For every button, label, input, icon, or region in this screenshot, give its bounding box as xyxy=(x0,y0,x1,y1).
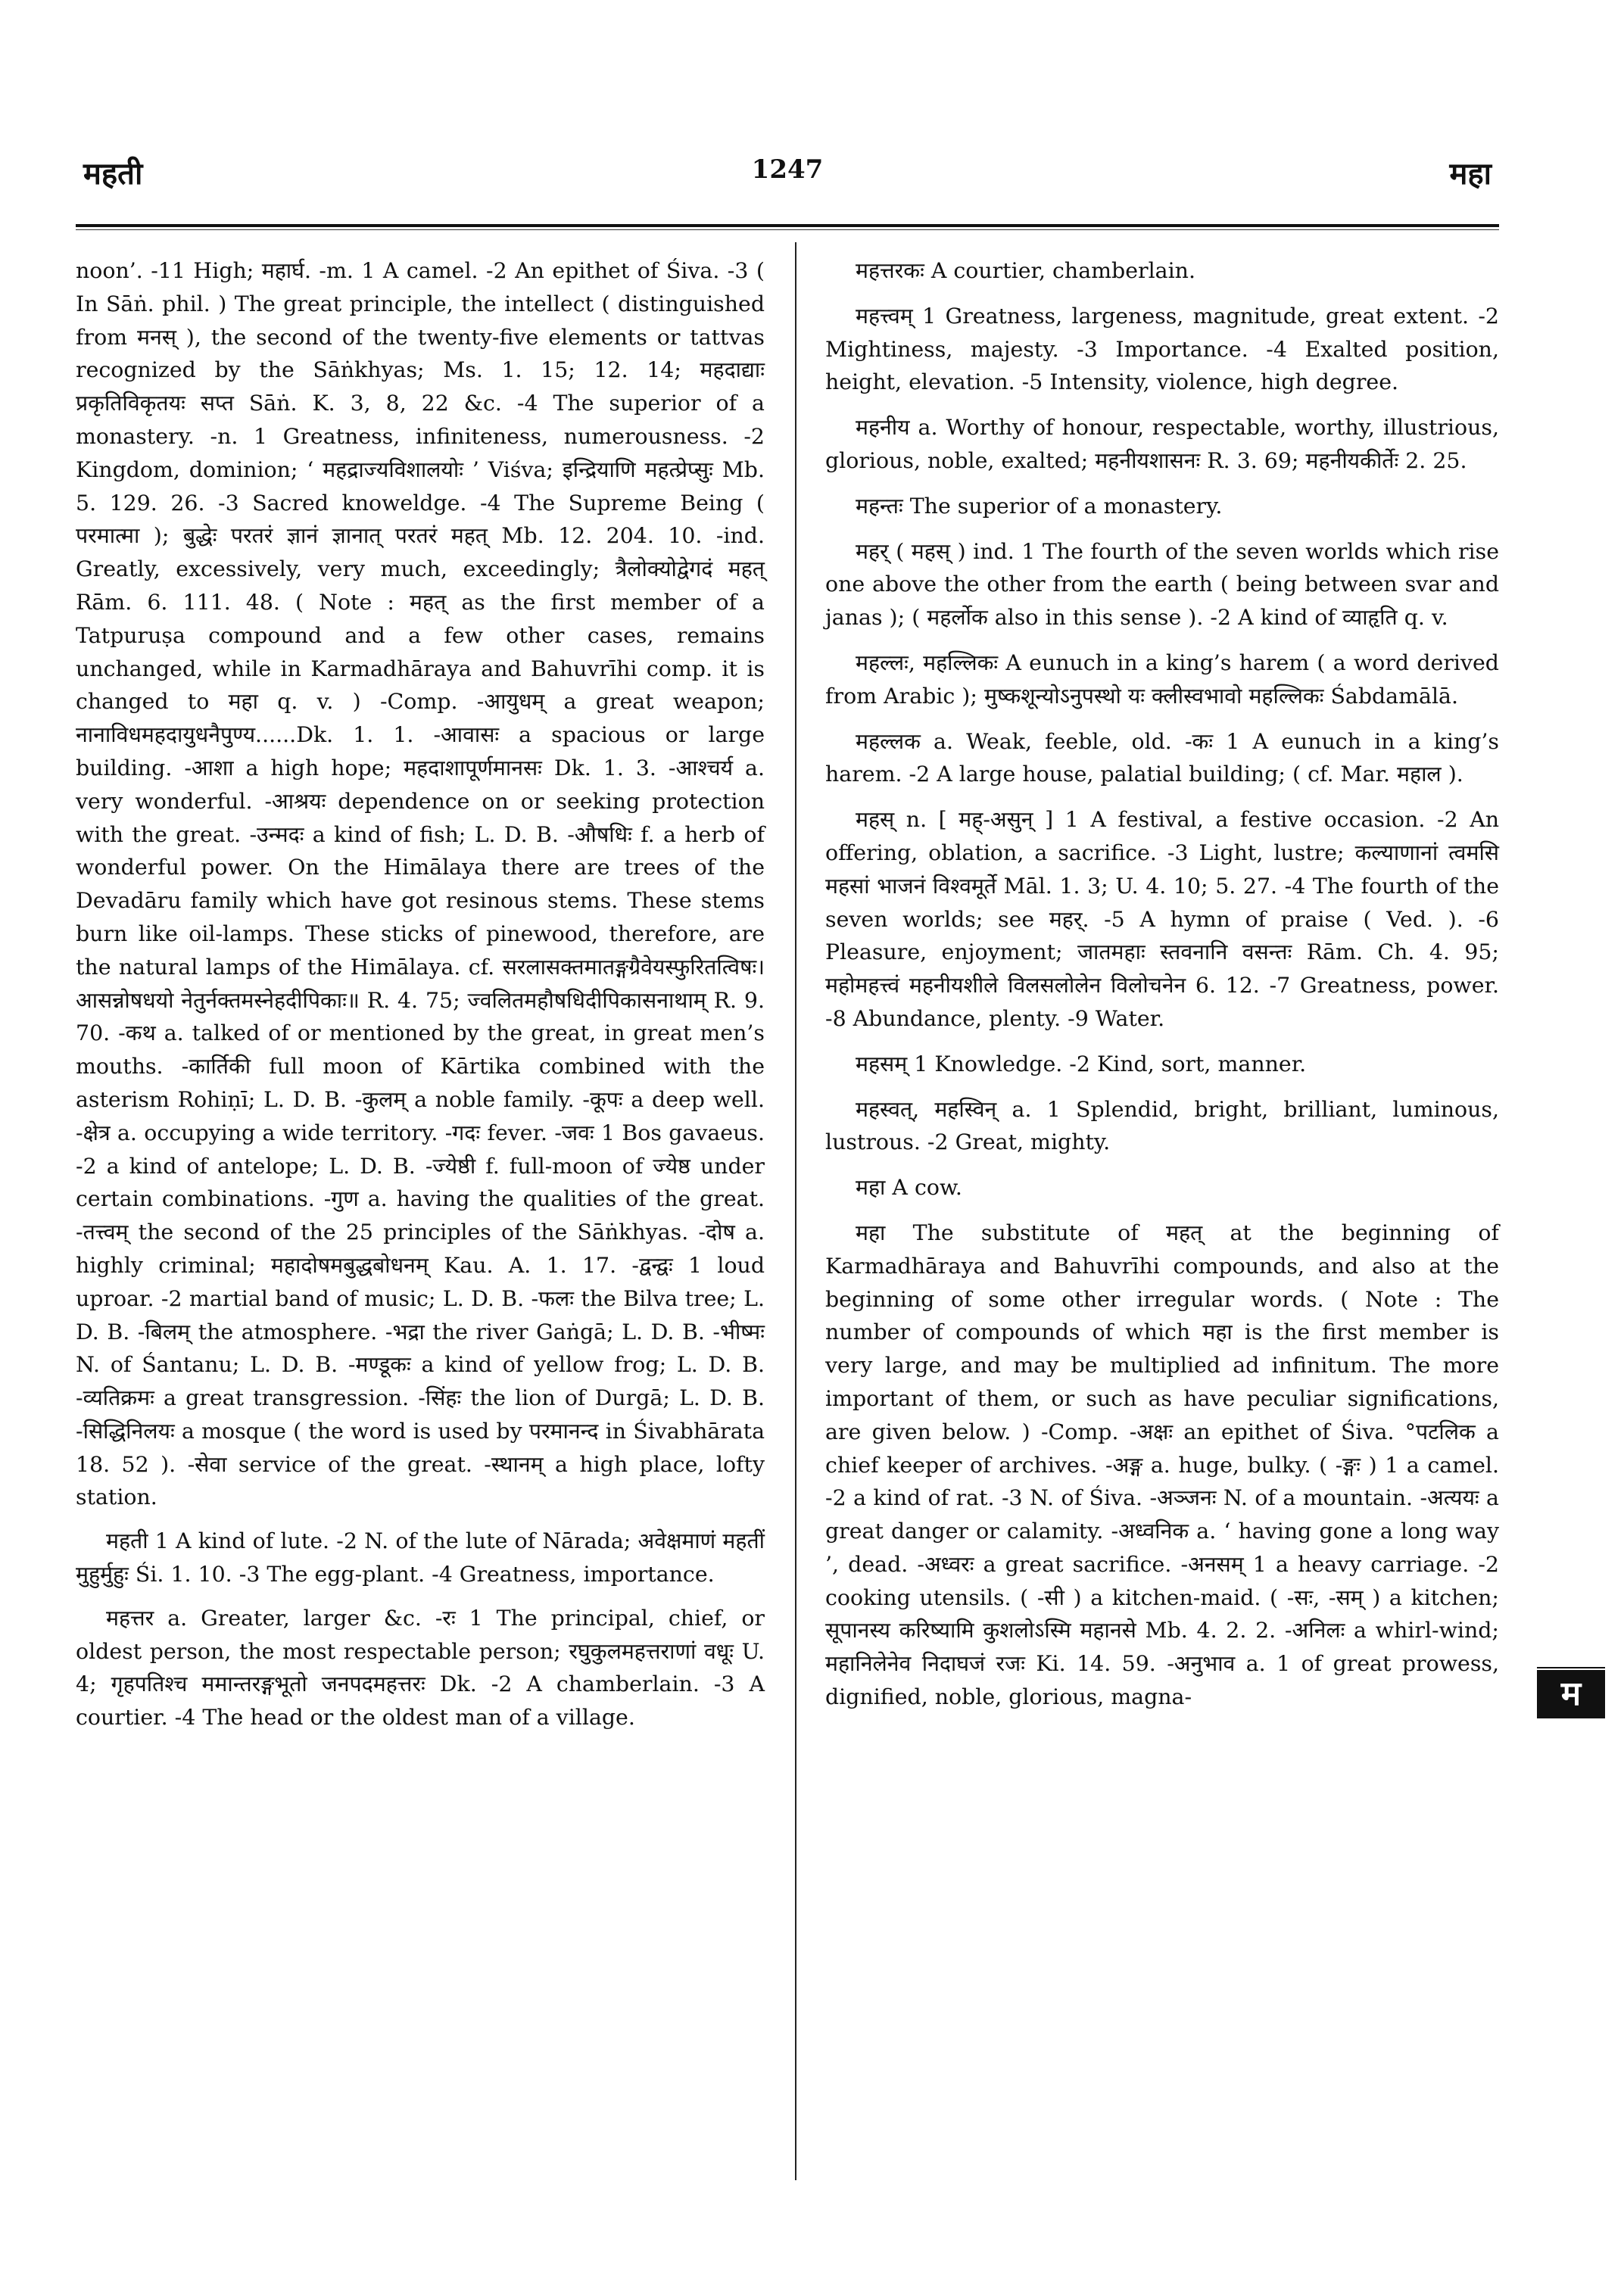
page-header xyxy=(83,151,1492,204)
header-rule xyxy=(76,224,1499,227)
dictionary-entry-continued: noon’. -11 High; महार्घ. -m. 1 A camel. -2 An epithet of Śiva. -3 ( In Sāṅ. phil. ) The great principle, the intellect ( distinguished from मनस् ), the second of the twenty-five elements or tattvas recognized by the Sāṅkhyas; Ms. 1. 15; 12. 14; महदाद्याः प्रकृतिविकृतयः सप्त Sāṅ. K. 3, 8, 22 &c. -4 The superior of a monastery. -n. 1 Greatness, infiniteness, numerousness. -2 Kingdom, dominion; ‘ महद्राज्यविशालयोः ’ Viśva; इन्द्रियाणि महत्प्रेप्सुः Mb. 5. 129. 26. -3 Sacred knoweldge. -4 The Supreme Being ( परमात्मा ); बुद्धेः परतरं ज्ञानं ज्ञानात् परतरं महत् Mb. 12. 204. 10. -ind. Greatly, excessively, very much, exceedingly; त्रैलोक्योद्वेगदं महत् Rām. 6. 111. 48. ( Note : महत् as the first member of a Tatpuruṣa compound and a few other cases, remains unchanged, while in Karmadhāraya and Bahuvrīhi comp. it is changed to महा q. v. ) -Comp. -आयुधम् a great weapon; नानाविधमहदायुधनैपुण्य......Dk. 1. 1. -आवासः a spacious or large building. -आशा a high hope; महदाशापूर्णमानसः Dk. 1. 3. -आश्चर्य a. very wonderful. -आश्रयः dependence on or seeking protection with the great. -उन्मदः a kind of fish; L. D. B. -औषधिः f. a herb of wonderful power. On the Himālaya there are trees of the Devadāru family which have got resinous stems. These stems burn like oil-lamps. These sticks of pinewood, therefore, are the natural lamps of the Himālaya. cf. सरलासक्तमातङ्गग्रैवेयस्फुरितत्विषः। आसन्नोषधयो नेतुर्नक्तमस्नेहदीपिकाः॥ R. 4. 75; ज्वलितमहौषधिदीपिकासनाथाम् R. 9. 70. -कथ a. talked of or mentioned by the great, in great men’s mouths. -कार्तिकी full moon of Kārtika combined with the asterism Rohiṇī; L. D. B. -कुलम् a noble family. -कूपः a deep well. -क्षेत्र a. occupying a wide territory. -गदः fever. -जवः 1 Bos gavaeus. -2 a kind of antelope; L. D. B. -ज्येष्ठी f. full-moon of ज्येष्ठ under certain combinations. -गुण a. having the qualities of the great. -तत्त्वम् the second of the 25 principles of the Sāṅkhyas. -दोष a. highly criminal; महादोषमबुद्धबोधनम् Kau. A. 1. 17. -द्वन्द्वः 1 loud uproar. -2 martial band of music; L. D. B. -फलः the Bilva tree; L. D. B. -बिलम् the atmosphere. -भद्रा the river Gaṅgā; L. D. B. -भीष्मः N. of Śantanu; L. D. B. -मण्डूकः a kind of yellow frog; L. D. B. -व्यतिक्रमः a great transgression. -सिंहः the lion of Durgā; L. D. B. -सिद्धिनिलयः a mosque ( the word is used by परमानन्द in Śivabhārata 18. 52 ). -सेवा service of the great. -स्थानम् a high place, lofty station. xyxy=(76,258,765,1510)
right-column xyxy=(825,254,1499,1726)
dictionary-entry: महनीय a. Worthy of honour, respectable, worthy, illustrious, glorious, noble, exalted; महनीयशासनः R. 3. 69; महनीयकीर्तेः 2. 25. xyxy=(825,415,1499,473)
dictionary-entry: महा The substitute of महत् at the beginning of Karmadhāraya and Bahuvrīhi compounds, and also at the beginning of some other irregular words. ( Note : The number of compounds of which महा is the first member is very large, and may be multiplied ad infinitum. The more important of them, or such as have peculiar significations, are given below. ) -Comp. -अक्षः an epithet of Śiva. °पटलिक a chief keeper of archives. -अङ्ग a. huge, bulky. ( -ङ्गः ) 1 a camel. -2 a kind of rat. -3 N. of Śiva. -अञ्जनः N. of a mountain. -अत्ययः a great danger or calamity. -अध्वनिक a. ‘ having gone a long way ’, dead. -अध्वरः a great sacrifice. -अनसम् 1 a heavy carriage. -2 cooking utensils. ( -सी ) a kitchen-maid. ( -सः, -सम् ) a kitchen; सूपानस्य करिष्यामि कुशलोऽस्मि महानसे Mb. 4. 2. 2. -अनिलः a whirl-wind; महानिलेनेव निदाघजं रजः Ki. 14. 59. -अनुभाव a. 1 of great prowess, dignified, noble, glorious, magna- xyxy=(825,1220,1499,1710)
header-left-guide-word: महती xyxy=(83,156,143,192)
dictionary-entry: महल्लक a. Weak, feeble, old. -कः 1 A eunuch in a king’s harem. -2 A large house, palatial building; ( cf. Mar. महाल ). xyxy=(825,728,1499,787)
dictionary-entry: महत्त्वम् 1 Greatness, largeness, magnitude, great extent. -2 Mightiness, majesty. -3 Importance. -4 Exalted position, height, elevation. -5 Intensity, violence, high degree. xyxy=(825,303,1499,395)
column-divider xyxy=(795,242,796,2180)
header-rule-thin xyxy=(76,229,1499,230)
dictionary-entry: महसम् 1 Knowledge. -2 Kind, sort, manner. xyxy=(856,1051,1307,1076)
dictionary-entry: महस्वत्, महस्विन् a. 1 Splendid, bright, brilliant, luminous, lustrous. -2 Great, mighty. xyxy=(825,1096,1499,1155)
dictionary-entry: महत्तरकः A courtier, chamberlain. xyxy=(856,258,1195,283)
thumb-index-tab: म xyxy=(1537,1665,1605,1718)
dictionary-entry: महती 1 A kind of lute. -2 N. of the lute of Nārada; अवेक्षमाणं महतीं मुहुर्मुहुः Śi. 1. 10. -3 The egg-plant. -4 Greatness, importance. xyxy=(76,1528,765,1587)
dictionary-entry: महल्लः, महल्लिकः A eunuch in a king’s harem ( a word derived from Arabic ); मुष्कशून्योऽनुपस्थो यः क्लीस्वभावो महल्लिकः Śabdamālā. xyxy=(825,650,1499,709)
dictionary-entry: महत्तर a. Greater, larger &c. -रः 1 The principal, chief, or oldest person, the most respectable person; रघुकुलमहत्तराणां वधूः U. 4; गृहपतिश्च ममान्तरङ्गभूतो जनपदमहत्तरः Dk. -2 A chamberlain. -3 A courtier. -4 The head or the oldest man of a village. xyxy=(76,1605,765,1731)
page-number: 1247 xyxy=(751,154,824,185)
header-right-guide-word: महा xyxy=(1449,156,1492,192)
dictionary-entry: महस् n. [ मह्-असुन् ] 1 A festival, a festive occasion. -2 An offering, oblation, a sacrifice. -3 Light, lustre; कल्याणानां त्वमसि महसां भाजनं विश्वमूर्ते Māl. 1. 3; U. 4. 10; 5. 27. -4 The fourth of the seven worlds; see महर्. -5 A hymn of praise ( Ved. ). -6 Pleasure, enjoyment; जातमहाः स्तवनानि वसन्तः Rām. Ch. 4. 95; महोमहत्त्वं महनीयशीले विलसलोलेन विलोचनेन 6. 12. -7 Greatness, power. -8 Abundance, plenty. -9 Water. xyxy=(825,807,1499,1031)
dictionary-entry: महर् ( महस् ) ind. 1 The fourth of the seven worlds which rise one above the other from the earth ( being between svar and janas ); ( महर्लोक also in this sense ). -2 A kind of व्याहृति q. v. xyxy=(825,538,1499,631)
dictionary-entry: महन्तः The superior of a monastery. xyxy=(856,493,1223,519)
dictionary-entry: महा A cow. xyxy=(856,1175,962,1201)
left-column xyxy=(76,254,765,1745)
